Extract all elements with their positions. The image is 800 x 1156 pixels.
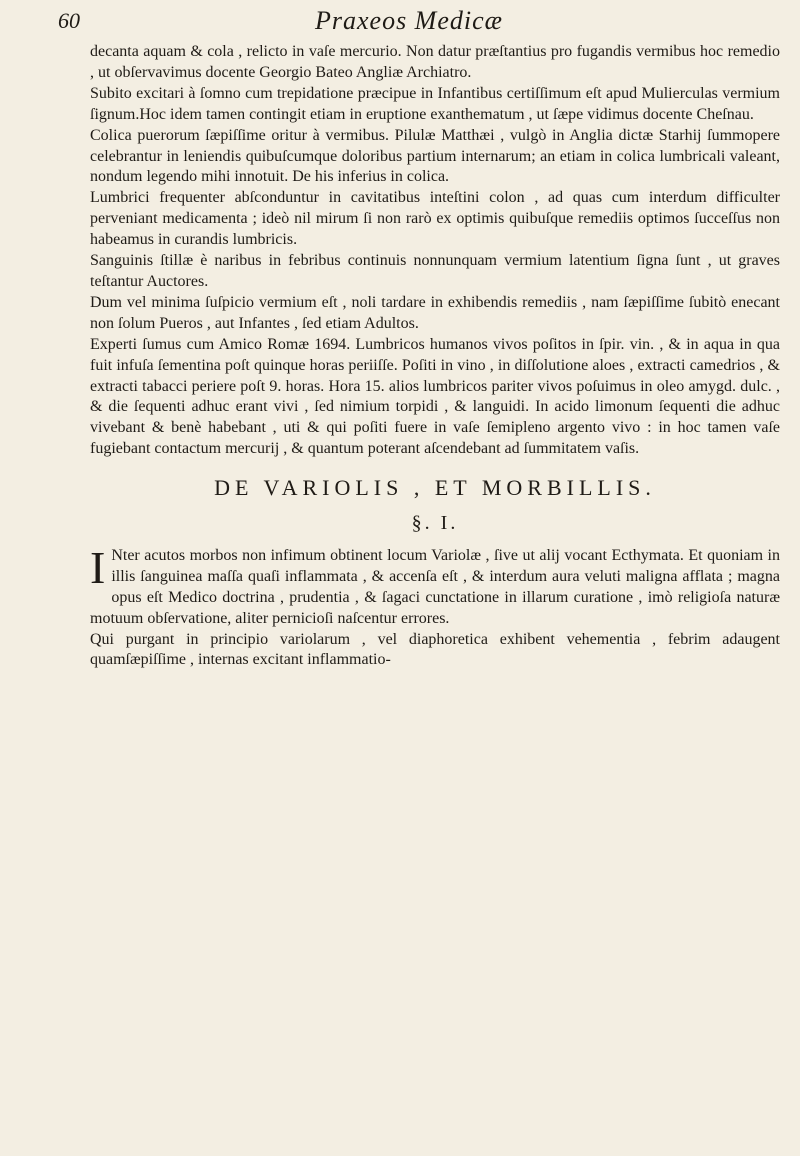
paragraph: Sanguinis ſtillæ è naribus in febribus continuis nonnunquam vermium latentium ſigna ſunt , ut graves teſtantur Auctores.	[90, 252, 780, 290]
section-title: DE VARIOLIS , ET MORBILLIS.	[214, 475, 656, 501]
paragraph: Colica puerorum ſæpiſſime oritur à vermibus. Pilulæ Matthæi , vulgò in Anglia dictæ Starhij ſummopere celebrantur in leniendis quibuſcumque doloribus partium internarum; an etiam in colica lumbricali valeant, nondum legendo mihi innotuit. De his inferius in colica.	[90, 126, 780, 186]
page-header	[58, 6, 760, 38]
page-number: 60	[58, 8, 80, 33]
section-paragraph: Qui purgant in principio variolarum , vel diaphoretica exhibent vehementia , febrim adaugent quamſæpiſſime , internas excitant inflammatio-	[90, 630, 780, 669]
paragraph: Experti ſumus cum Amico Romæ 1694. Lumbricos humanos vivos poſitos in ſpir. vin. , & in aqua in qua fuit infuſa ſementina poſt quinque horas periiſſe. Poſiti in vino , in diſſolutione aloes , extracti camedrios , & extracti tabacci periere poſt 9. horas. Hora 15. alios lumbricos pariter vivos poſuimus in oleo amygd. dulc. , & die ſequenti adhuc erant vivi , ſed nimium torpidi , & languidi. In acido limonum ſequenti die adhuc vivebant & benè habebant , uti & qui poſiti fuere in vaſe ſemipleno argento vivo : in hoc tamen vaſe fugiebant contactum mercurij , & quantum poterant aſcendebant ad ſummitatem vaſis.	[90, 335, 780, 458]
paragraph: Subito excitari à ſomno cum trepidatione præcipue in Infantibus certiſſimum eſt apud Mulierculas vermium ſignum.Hoc idem tamen contingit etiam in eruptione exanthematum , ut ſæpe vidimus docente Cheſnau.	[90, 84, 780, 123]
paragraph: decanta aquam & cola , relicto in vaſe mercurio. Non datur præſtantius pro fugandis vermibus hoc remedio , ut obſervavimus docente Georgio Bateo Angliæ Archiatro.	[90, 43, 780, 81]
section-paragraph-text: Nter acutos morbos non infimum obtinent locum Variolæ , ſive ut alij vocant Ecthymata. Et quoniam in illis ſanguinea maſſa quaſi inflammata , & accenſa eſt , & interdum aura veluti maligna afflata ; magna opus eſt Medico doctrina , prudentia , & ſagaci cunctatione in illarum curatione , imò religioſa naturæ motuum obſervatione, aliter pernicioſi naſcentur errores.	[90, 546, 780, 627]
paragraph: Dum vel minima ſuſpicio vermium eſt , noli tardare in exhibendis remediis , nam ſæpiſſime ſubitò enecant non ſolum Pueros , aut Infantes , ſed etiam Adultos.	[90, 293, 780, 332]
section-paragraph	[90, 541, 780, 630]
drop-cap: I	[90, 541, 106, 593]
paragraph: Lumbrici frequenter abſconduntur in cavitatibus inteſtini colon , ad quas cum interdum difficulter perveniant medicamenta ; ideò nil mirum ſi non rarò ex optimis quibuſque remediis optimos ſucceſſus non habeamus in curandis lumbricis.	[90, 189, 780, 249]
section-number: §. I.	[411, 512, 459, 535]
body-text	[90, 42, 780, 671]
running-title: Praxeos Medicæ	[314, 6, 503, 35]
